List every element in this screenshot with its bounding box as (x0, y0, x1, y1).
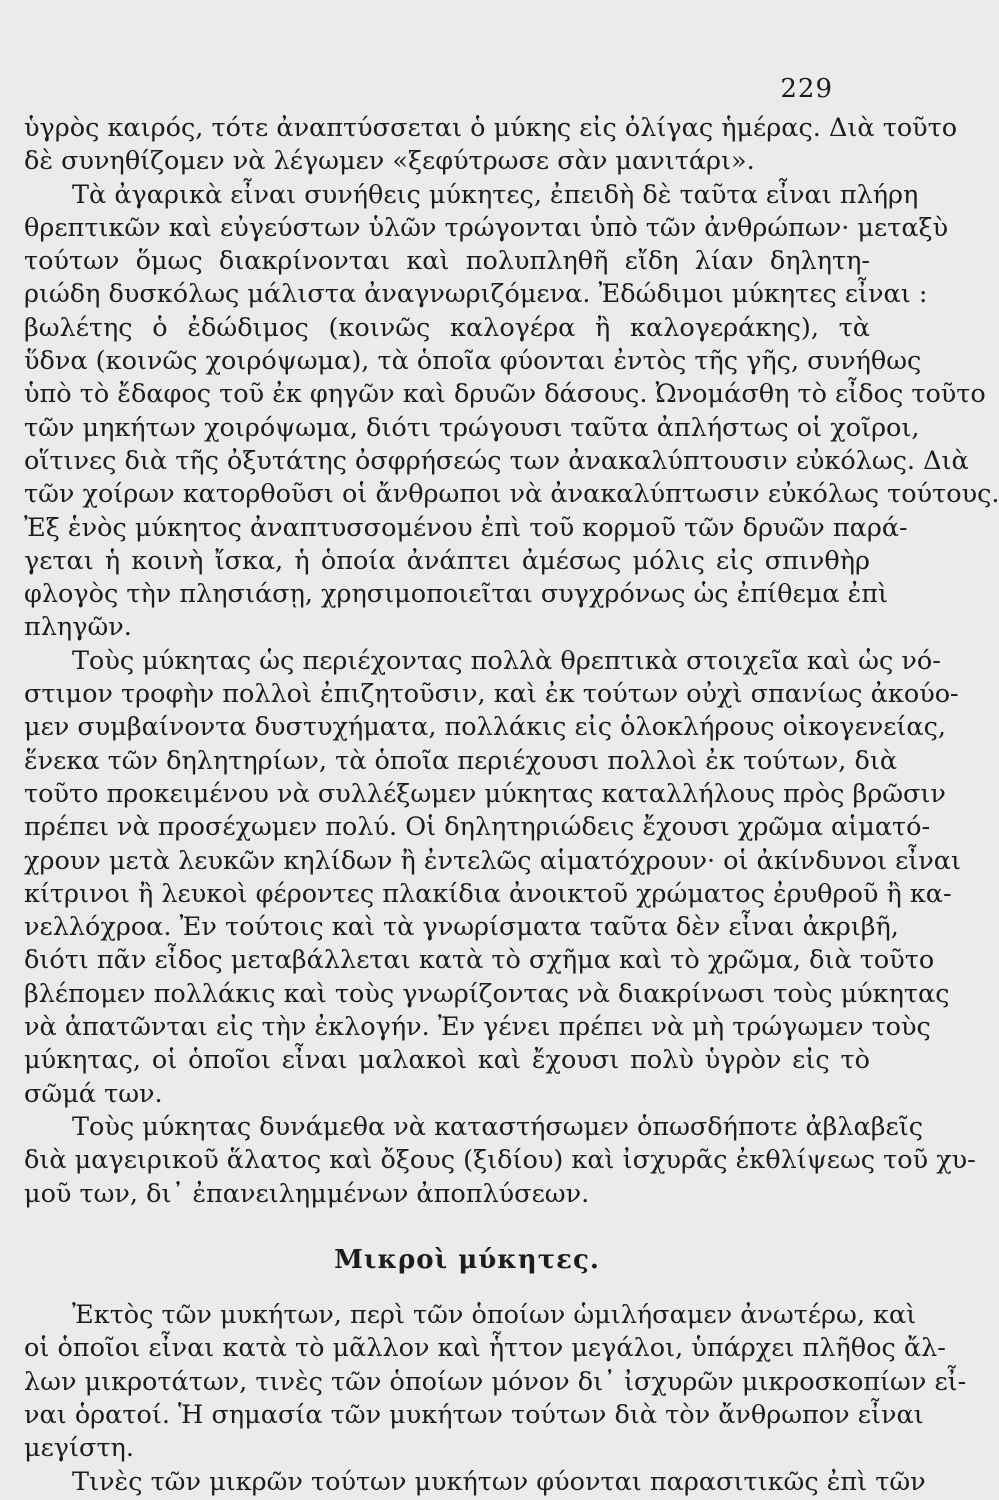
text-line: ὑγρὸς καιρός, τότε ἀναπτύσσεται ὁ μύκης εἰς ὀλίγας ἡμέρας. Διὰ τοῦτο (24, 113, 958, 143)
text-line: Ἐξ ἑνὸς μύκητος ἀναπτυσσομένου ἐπὶ τοῦ κορμοῦ τῶν δρυῶν παρά- (24, 512, 908, 543)
text-line: τούτων ὅμως διακρίνονται καὶ πολυπληθῆ εἴδη λίαν δηλητη- (24, 246, 870, 277)
text-line: τοῦτο προκειμένου νὰ συλλέξωμεν μύκητας καταλλήλους πρὸς βρῶσιν (24, 778, 946, 809)
text-line: ριώδη δυσκόλως μάλιστα ἀναγνωριζόμενα. Ἐδώδιμοι μύκητες εἶναι : (24, 279, 928, 310)
text-line: κίτρινοι ἢ λευκοὶ φέροντες πλακίδια ἀνοικτοῦ χρώματος ἐρυθροῦ ἢ κα- (24, 878, 952, 909)
spacer (24, 1211, 870, 1244)
text-line: μεγίστη. (24, 1433, 134, 1464)
spacer (24, 1277, 870, 1299)
text-line: μοῦ των, δι᾽ ἐπανειλημμένων ἀποπλύσεων. (24, 1178, 590, 1209)
text-line: θρεπτικῶν καὶ εὐγεύστων ὑλῶν τρώγονται ὑπὸ τῶν ἀνθρώπων· μεταξὺ (24, 212, 949, 243)
paragraphs-before-heading (24, 112, 999, 1211)
text-line: οἵτινες διὰ τῆς ὀξυτάτης ὀσφρήσεώς των ἀνακαλύπτουσιν εὐκόλως. Διὰ (24, 445, 969, 476)
text-line: λων μικροτάτων, τινὲς τῶν ὁποίων μόνον δι᾽ ἰσχυρῶν μικροσκοπίων εἶ- (24, 1366, 967, 1397)
text-line: βωλέτης ὁ ἐδώδιμος (κοινῶς καλογέρα ἢ καλογεράκης), τὰ (24, 312, 870, 343)
text-line: διότι πᾶν εἶδος μεταβάλλεται κατὰ τὸ σχῆμα καὶ τὸ χρῶμα, διὰ τοῦτο (24, 945, 935, 976)
section-heading: Μικροὶ μύκητες. (334, 1244, 600, 1275)
page-number: 229 (780, 74, 833, 104)
text-line: ἕνεκα τῶν δηλητηρίων, τὰ ὁποῖα περιέχουσι πολλοὶ ἐκ τούτων, διὰ (24, 745, 898, 776)
text-line: οἱ ὁποῖοι εἶναι κατὰ τὸ μᾶλλον καὶ ἧττον μεγάλοι, ὑπάρχει πλῆθος ἄλ- (24, 1333, 946, 1364)
text-line: ὑπὸ τὸ ἔδαφος τοῦ ἐκ φηγῶν καὶ δρυῶν δάσους. Ὠνομάσθη τὸ εἶδος τοῦτο (24, 379, 986, 410)
text-line: στιμον τροφὴν πολλοὶ ἐπιζητοῦσιν, καὶ ἐκ τούτων οὐχὶ σπανίως ἀκούο- (24, 679, 959, 710)
text-line: Τινὲς τῶν μικρῶν τούτων μυκήτων φύονται παρασιτικῶς ἐπὶ τῶν (72, 1466, 926, 1497)
text-line: Τοὺς μύκητας δυνάμεθα νὰ καταστήσωμεν ὁπωσδήποτε ἀβλαβεῖς (72, 1111, 924, 1142)
text-line: τῶν μηκήτων χοιρόψωμα, διότι τρώγουσι ταῦτα ἀπλήστως οἱ χοῖροι, (24, 412, 920, 443)
text-line: γεται ἡ κοινὴ ἴσκα, ἡ ὁποία ἀνάπτει ἀμέσως μόλις εἰς σπινθὴρ (24, 545, 870, 576)
text-line: Τὰ ἀγαρικὰ εἶναι συνήθεις μύκητες, ἐπειδὴ δὲ ταῦτα εἶναι πλήρη (72, 179, 919, 210)
text-line: ὕδνα (κοινῶς χοιρόψωμα), τὰ ὁποῖα φύονται ἐντὸς τῆς γῆς, συνήθως (24, 346, 922, 377)
text-line: νὰ ἀπατῶνται εἰς τὴν ἐκλογήν. Ἐν γένει πρέπει νὰ μὴ τρώγωμεν τοὺς (24, 1012, 931, 1043)
text-line: πληγῶν. (24, 612, 132, 643)
text-line: τῶν χοίρων κατορθοῦσι οἱ ἄνθρωποι νὰ ἀνακαλύπτωσιν εὐκόλως τούτους. (24, 479, 999, 510)
body-text (24, 112, 999, 1499)
text-line: δὲ συνηθίζομεν νὰ λέγωμεν «ξεφύτρωσε σὰν μανιτάρι». (24, 146, 755, 177)
text-line: βλέπομεν πολλάκις καὶ τοὺς γνωρίζοντας νὰ διακρίνωσι τοὺς μύκητας (24, 978, 950, 1009)
text-line: σῶμά των. (24, 1078, 163, 1109)
text-line: μύκητας, οἱ ὁποῖοι εἶναι μαλακοὶ καὶ ἔχουσι πολὺ ὑγρὸν εἰς τὸ (24, 1045, 870, 1076)
text-line: νελλόχροα. Ἐν τούτοις καὶ τὰ γνωρίσματα ταῦτα δὲν εἶναι ἀκριβῆ, (24, 912, 899, 943)
text-line: μεν συμβαίνοντα δυστυχήματα, πολλάκις εἰς ὁλοκλήρους οἰκογενείας, (24, 712, 947, 743)
text-line: Τοὺς μύκητας ὡς περιέχοντας πολλὰ θρεπτικὰ στοιχεῖα καὶ ὡς νό- (72, 645, 941, 676)
text-line: φλογὸς τὴν πλησιάσῃ, χρησιμοποιεῖται συγχρόνως ὡς ἐπίθεμα ἐπὶ (24, 579, 889, 610)
text-line: ναι ὁρατοί. Ἡ σημασία τῶν μυκήτων τούτων διὰ τὸν ἄνθρωπον εἶναι (24, 1399, 924, 1430)
text-line: διὰ μαγειρικοῦ ἅλατος καὶ ὄξους (ξιδίου) καὶ ἰσχυρᾶς ἐκθλίψεως τοῦ χυ- (24, 1145, 976, 1176)
paragraphs-after-heading (24, 1299, 967, 1499)
text-line: Ἐκτὸς τῶν μυκήτων, περὶ τῶν ὁποίων ὡμιλήσαμεν ἀνωτέρω, καὶ (72, 1300, 917, 1331)
text-line: χρουν μετὰ λευκῶν κηλίδων ἢ ἐντελῶς αἱματόχρουν· οἱ ἀκίνδυνοι εἶναι (24, 845, 962, 876)
text-line: πρέπει νὰ προσέχωμεν πολύ. Οἱ δηλητηριώδεις ἔχουσι χρῶμα αἱματό- (24, 812, 931, 843)
